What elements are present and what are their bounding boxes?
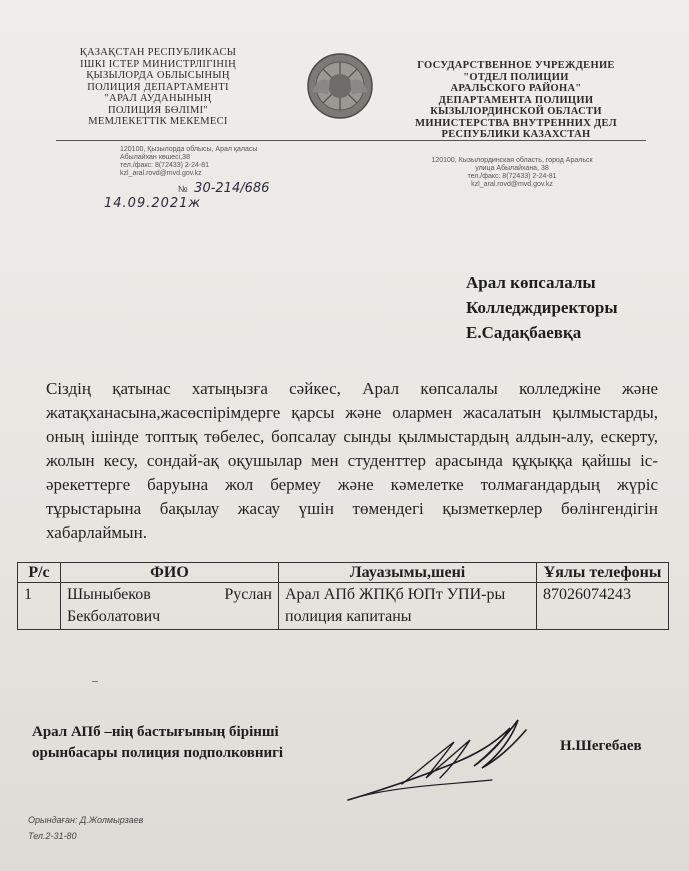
signatory-title: [32, 722, 283, 764]
executor-name: Орындаған: Д.Жолмырзаев: [28, 815, 144, 825]
recipient-line: Колледждиректоры: [466, 298, 618, 317]
executor-phone: Тел.2-31-80: [28, 831, 77, 841]
header-left-line: МЕМЛЕКЕТТІК МЕКЕМЕСІ: [88, 116, 228, 127]
address-right: [412, 157, 612, 189]
header-left-kazakh: [52, 47, 264, 128]
reference-number: [178, 181, 269, 196]
header-right-line: "ОТДЕЛ ПОЛИЦИИ: [463, 71, 569, 83]
header-left-line: ІШКІ ІСТЕР МИНИСТРЛІГІНІҢ: [80, 58, 236, 70]
signatory-title-line: орынбасары полиция подполковнигі: [32, 745, 284, 761]
body-paragraph: Сіздің қатынас хатыңызға сәйкес, Арал көпсалалы колледжіне және жатақханасына,жасөспірімдерге қарсы және олармен жасалатын қылмыстарды, оның ішінде топтық төбелес, бопсалау сынды қылмыстардың алдын-алу, ескерту, жолын кесу, сондай-ақ оқушылар мен студенттер арасында құқыққа қайшы іс-әрекеттерге баруына жол бермеу және кәмелетке толмағандардың жүріс тұрыстарына бақылау жасау үшін төмендегі қызметкерлер бөлінгендігін хабарлаймын.: [46, 379, 658, 542]
column-header: Лауазымы,шені: [279, 563, 537, 583]
address-line: 120100, Кызылординская область, город Аральск: [431, 157, 593, 164]
divider-mark: [92, 681, 98, 682]
executor-block: [28, 812, 143, 844]
cell-phone: 87026074243: [537, 583, 669, 630]
address-line: Абылайхан көшесі,38: [120, 154, 190, 161]
address-line: тел./факс: 8(72433) 2-24-81: [120, 162, 210, 169]
signatory-title-line: Арал АПб –нің бастығының бірінші: [32, 724, 279, 740]
header-left-line: ҚЫЗЫЛОРДА ОБЛЫСЫНЫҢ: [86, 70, 230, 81]
letter-body: [46, 377, 658, 545]
address-line: kzl_aral.rovd@mvd.gov.kz: [471, 181, 553, 188]
column-header: ФИО: [61, 563, 279, 583]
table-header-row: [18, 563, 669, 583]
column-header: Ұялы телефоны: [537, 563, 669, 583]
header-right-line: РЕСПУБЛИКИ КАЗАХСТАН: [441, 129, 591, 140]
header-right-russian: [400, 60, 632, 141]
header-right-line: ДЕПАРТАМЕНТА ПОЛИЦИИ: [438, 94, 594, 106]
header-left-line: ҚАЗАҚСТАН РЕСПУБЛИКАСЫ: [79, 47, 237, 58]
reference-value: 30-214/686: [194, 181, 270, 196]
address-line: тел./факс: 8(72433) 2-24-81: [467, 173, 557, 180]
header-right-line: КЫЗЫЛОРДИНСКОЙ ОБЛАСТИ: [430, 106, 602, 117]
table-row: [18, 583, 669, 630]
cell-number: 1: [18, 583, 61, 630]
cell-fio: Шыныбеков Руслан Бекболатович: [61, 583, 279, 630]
address-line: 120100, Қызылорда облысы, Арал қаласы: [120, 146, 258, 153]
reference-prefix: №: [178, 184, 188, 194]
header-right-line: ГОСУДАРСТВЕННОЕ УЧРЕЖДЕНИЕ: [417, 60, 615, 71]
header-left-line: ПОЛИЦИЯ ДЕПАРТАМЕНТІ: [87, 81, 229, 93]
header-left-line: "АРАЛ АУДАНЫНЫҢ: [104, 93, 212, 104]
column-header: Р/с: [18, 563, 61, 583]
staff-table: [17, 562, 669, 630]
handwritten-signature-icon: [342, 706, 532, 806]
header-right-line: МИНИСТЕРСТВА ВНУТРЕННИХ ДЕЛ: [415, 117, 617, 129]
address-line: kzl_aral.rovd@mvd.gov.kz: [120, 170, 202, 177]
header-divider: [56, 140, 646, 141]
recipient-line: Арал көпсалалы: [466, 273, 596, 292]
header-left-line: ПОЛИЦИЯ БӨЛІМІ": [108, 104, 208, 116]
letter-date: 14.09.2021ж: [104, 196, 202, 211]
cell-position: Арал АПб ЖПҚб ЮПт УПИ-ры полиция капитаны: [279, 583, 537, 630]
address-left: [120, 146, 257, 178]
recipient-block: [466, 270, 618, 345]
recipient-line: Е.Садақбаевқа: [466, 323, 582, 342]
state-emblem-icon: [306, 52, 374, 120]
signatory-name: Н.Шегебаев: [560, 738, 642, 754]
header-right-line: АРАЛЬСКОГО РАЙОНА": [450, 83, 582, 94]
address-line: улица Абылайхана, 38: [475, 165, 549, 172]
